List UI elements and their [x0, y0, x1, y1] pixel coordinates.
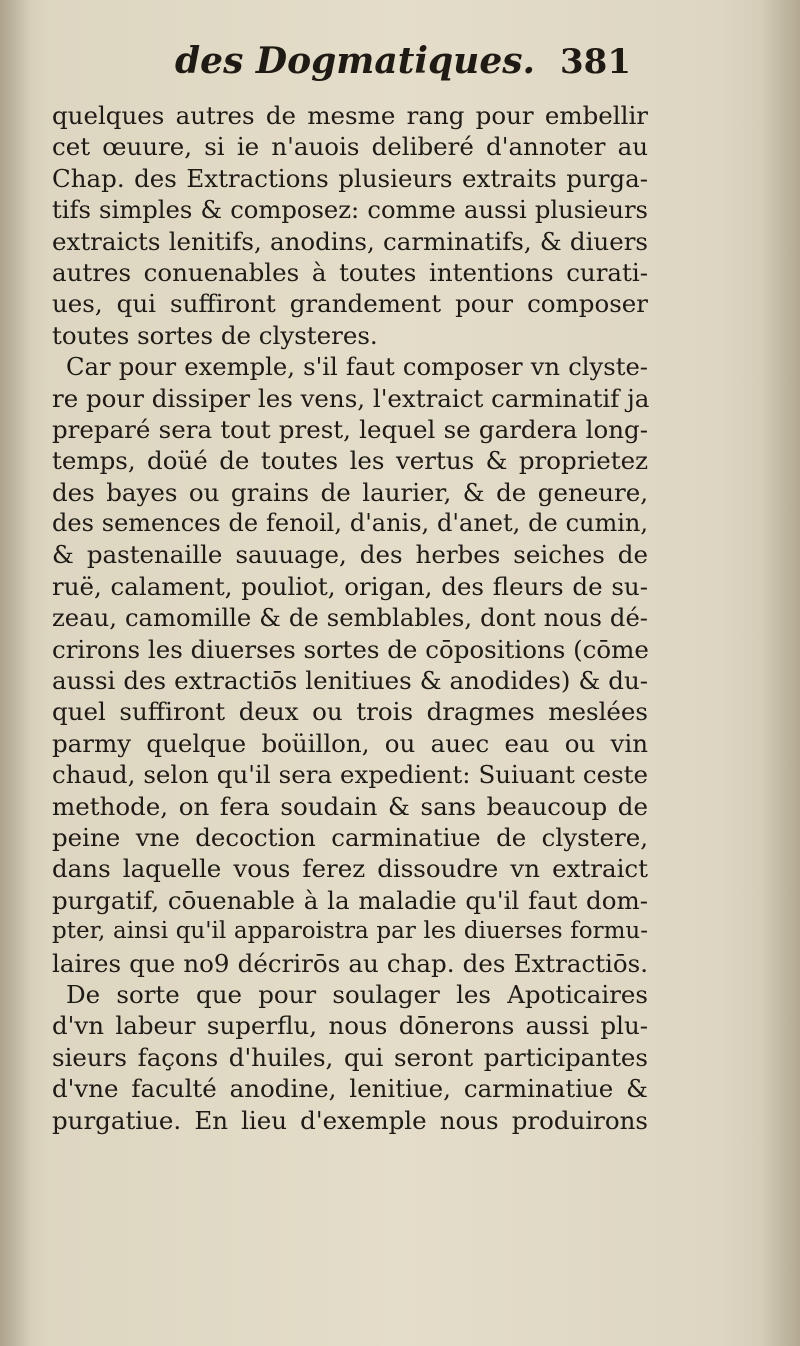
text-line: ruë, calament, pouliot, origan, des fleurs de su-: [52, 571, 648, 601]
text-line: re pour dissiper les vens, l'extraict carminatif ja: [52, 383, 650, 413]
text-line: purgatif, cōuenable à la maladie qu'il faut dom-: [52, 885, 648, 915]
text-line: preparé sera tout prest, lequel se gardera long-: [52, 414, 648, 444]
text-line: d'vn labeur superflu, nous dōnerons aussi plu-: [52, 1011, 648, 1041]
text-line: cet œuure, si ie n'auois deliberé d'annoter au: [52, 132, 648, 162]
text-line: pter, ainsi qu'il apparoistra par les diuerses formu-: [52, 918, 648, 945]
text-line: parmy quelque boüillon, ou auec eau ou vin: [52, 728, 648, 758]
page-edge-shadow-left: [0, 0, 30, 1346]
text-line: toutes sortes de clysteres.: [52, 320, 378, 350]
text-line: De sorte que pour soulager les Apoticaires: [66, 979, 648, 1009]
page-edge-shadow-right: [760, 0, 800, 1346]
text-line: quel suffiront deux ou trois dragmes meslées: [52, 697, 648, 727]
body-text: [52, 100, 648, 1136]
text-line: Chap. des Extractions plusieurs extraits purga-: [52, 163, 648, 193]
text-line: methode, on fera soudain & sans beaucoup de: [52, 791, 648, 821]
text-line: zeau, camomille & de semblables, dont nous dé-: [52, 603, 648, 633]
running-head: [0, 38, 800, 98]
text-line: des semences de fenoil, d'anis, d'anet, de cumin,: [52, 509, 648, 538]
text-line: ues, qui suffiront grandement pour composer: [52, 289, 648, 319]
text-line: extraicts lenitifs, anodins, carminatifs, & diuers: [52, 226, 648, 256]
text-line: sieurs façons d'huiles, qui seront participantes: [52, 1042, 648, 1072]
text-line: laires que no9 décrirōs au chap. des Extractiōs.: [52, 948, 648, 978]
text-line: chaud, selon qu'il sera expedient: Suiuant ceste: [52, 760, 648, 790]
text-line: temps, doüé de toutes les vertus & proprietez: [52, 446, 648, 476]
page-number: 381: [560, 42, 631, 82]
text-line: Car pour exemple, s'il faut composer vn clyste-: [66, 352, 648, 382]
text-line: autres conuenables à toutes intentions curati-: [52, 257, 648, 287]
text-line: aussi des extractiōs lenitiues & anodides) & du-: [52, 666, 648, 696]
text-line: quelques autres de mesme rang pour embellir: [52, 101, 648, 130]
text-line: dans laquelle vous ferez dissoudre vn extraict: [52, 854, 648, 884]
text-line: peine vne decoction carminatiue de clystere,: [52, 822, 648, 852]
text-line: d'vne faculté anodine, lenitiue, carminatiue &: [52, 1074, 648, 1104]
text-line: crirons les diuerses sortes de cōpositions (cōme: [52, 634, 649, 664]
running-title: des Dogmatiques.: [175, 40, 536, 82]
text-line: & pastenaille sauuage, des herbes seiches de: [52, 540, 648, 570]
text-line: purgatiue. En lieu d'exemple nous produirons: [52, 1105, 648, 1135]
text-line: tifs simples & composez: comme aussi plusieurs: [52, 195, 648, 225]
text-line: des bayes ou grains de laurier, & de geneure,: [52, 477, 648, 507]
